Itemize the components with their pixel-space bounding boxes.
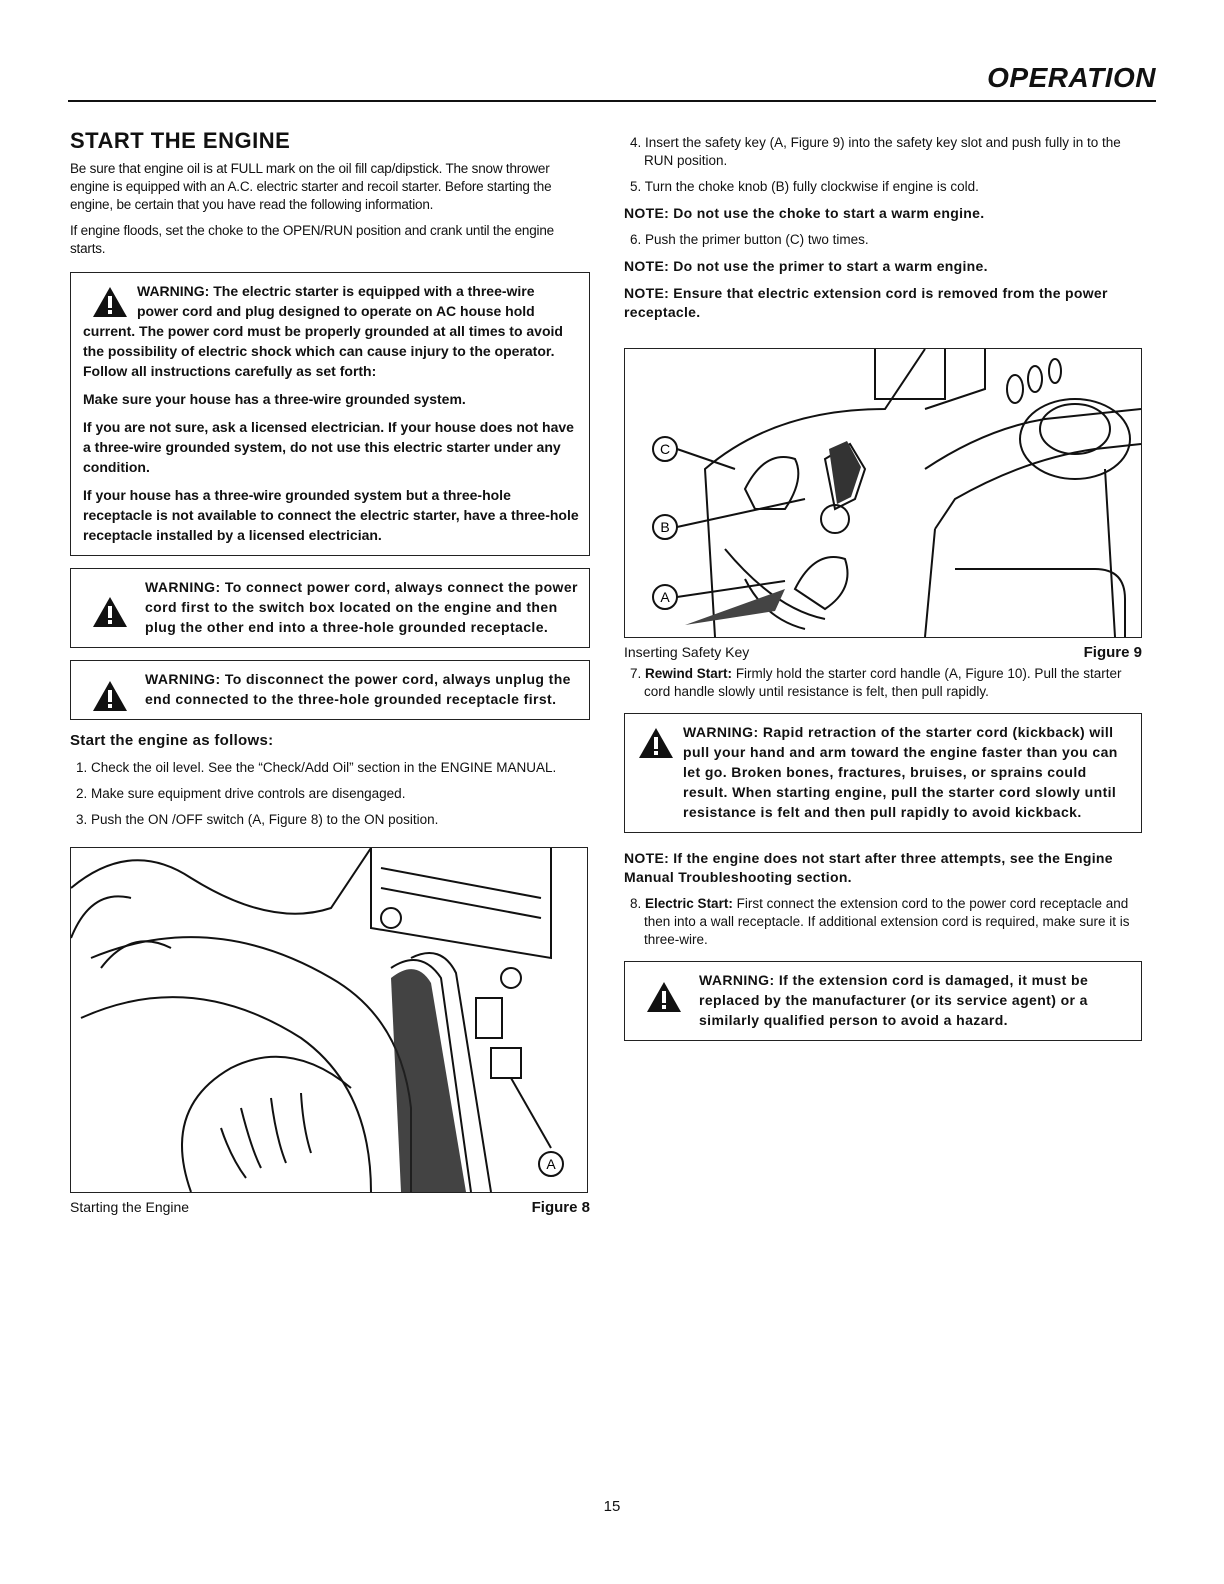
warning-lead: WARNING: The electric starter is equipped with a three-wire power cord and plug designed to operate on AC house hold current. The power cord must be properly grounded at all times to avoid the possibility of electric shock which can cause injury to the operator. Follow all instructions carefully as set forth: <box>83 283 563 379</box>
step-text: Firmly hold the starter cord handle (A, Figure 10). Pull the starter cord handle slowly until resistance is felt, then pull rapidly. <box>644 666 1122 699</box>
warning-box-kickback <box>624 713 1142 833</box>
warning-box-disconnect-cord <box>70 660 590 720</box>
steps-list <box>70 759 590 829</box>
list-item: 2. Make sure equipment drive controls are disengaged. <box>76 786 406 801</box>
figure-label-b: B <box>660 519 670 535</box>
step-number: 8. <box>630 896 642 911</box>
list-item: 1. Check the oil level. See the “Check/Add Oil” section in the ENGINE MANUAL. <box>76 760 557 775</box>
figure-label-c: C <box>659 441 671 457</box>
note-troubleshooting: NOTE: If the engine does not start after three attempts, see the Engine Manual Troubleshooting section. <box>624 850 1113 885</box>
step-lead: Electric Start: <box>645 896 733 911</box>
section-title: OPERATION <box>987 62 1156 93</box>
warning-triangle-icon <box>637 726 675 760</box>
list-item-rewind-start <box>624 665 1142 701</box>
warning-item: If you are not sure, ask a licensed electrician. If your house does not have a three-wire grounded system, do not use this electric starter under any condition. <box>83 419 574 475</box>
left-column <box>70 128 590 1216</box>
figure-label-a: A <box>546 1156 556 1172</box>
figure-number: Figure 8 <box>531 1199 590 1216</box>
page-title: START THE ENGINE <box>70 128 291 153</box>
note-primer: NOTE: Do not use the primer to start a warm engine. <box>624 258 988 274</box>
warning-item: Make sure your house has a three-wire grounded system. <box>83 391 466 407</box>
warning-box-connect-cord <box>70 568 590 648</box>
figure-8-illustration <box>70 847 588 1193</box>
warning-box-electric-starter <box>70 272 590 556</box>
step-lead: Rewind Start: <box>645 666 733 681</box>
warning-triangle-icon <box>645 980 683 1014</box>
list-item: 5. Turn the choke knob (B) fully clockwise if engine is cold. <box>630 179 979 194</box>
figure-9-illustration <box>624 348 1142 638</box>
list-item: 4. Insert the safety key (A, Figure 9) into the safety key slot and push fully in to the RUN position. <box>630 135 1121 168</box>
step-number: 7. <box>630 666 642 681</box>
list-item: 3. Push the ON /OFF switch (A, Figure 8) to the ON position. <box>76 812 439 827</box>
figure-caption-text: Starting the Engine <box>70 1199 190 1215</box>
safety-key-drawing <box>625 349 1141 637</box>
warning-triangle-icon <box>91 285 129 319</box>
flood-paragraph: If engine floods, set the choke to the OPEN/RUN position and crank until the engine starts. <box>70 223 554 256</box>
warning-item: If your house has a three-wire grounded system but a three-hole receptacle is not available to connect the electric starter, have a three-hole receptacle installed by a licensed electrician. <box>83 487 579 543</box>
steps-list-continued <box>624 231 1142 249</box>
steps-title: Start the engine as follows: <box>70 732 274 749</box>
list-item-electric-start <box>624 895 1142 949</box>
figure-label-a: A <box>660 589 670 605</box>
warning-text: WARNING: If the extension cord is damaged, it must be replaced by the manufacturer (or its service agent) or a similarly qualified person to avoid a hazard. <box>699 972 1089 1028</box>
figure-9-caption <box>624 644 1142 661</box>
page-header <box>68 60 1156 102</box>
warning-text: WARNING: To connect power cord, always connect the power cord first to the switch box located on the engine and then plug the other end into a three-hole grounded receptacle. <box>145 579 578 635</box>
warning-box-damaged-cord <box>624 961 1142 1041</box>
note-choke: NOTE: Do not use the choke to start a warm engine. <box>624 205 985 221</box>
engine-switch-drawing <box>71 848 587 1192</box>
right-column <box>624 134 1142 1053</box>
warning-text: WARNING: Rapid retraction of the starter cord (kickback) will pull your hand and arm toward the engine faster than you can let go. Broken bones, fractures, bruises, or sprains could result. When starting engine, pull the starter cord slowly until resistance is felt and then pull rapidly to avoid kickback. <box>683 724 1118 820</box>
steps-list-continued <box>624 134 1142 196</box>
step-text: First connect the extension cord to the power cord receptacle and then into a wall receptacle. If additional extension cord is required, make sure it is three-wire. <box>644 896 1130 947</box>
figure-caption-text: Inserting Safety Key <box>624 644 750 660</box>
list-item: 6. Push the primer button (C) two times. <box>630 232 869 247</box>
figure-8-caption <box>70 1199 590 1216</box>
steps-list-continued <box>624 665 1142 701</box>
figure-number: Figure 9 <box>1083 644 1142 661</box>
intro-paragraph: Be sure that engine oil is at FULL mark on the oil fill cap/dipstick. The snow thrower engine is equipped with an A.C. electric starter and recoil starter. Before starting the engine, be certain that you have read the following information. <box>70 161 552 212</box>
warning-text: WARNING: To disconnect the power cord, always unplug the end connected to the three-hole grounded receptacle first. <box>145 671 571 707</box>
warning-triangle-icon <box>91 595 129 629</box>
note-extension-cord: NOTE: Ensure that electric extension cord is removed from the power receptacle. <box>624 285 1108 320</box>
page-number: 15 <box>603 1498 621 1515</box>
steps-list-continued <box>624 895 1142 949</box>
warning-triangle-icon <box>91 679 129 713</box>
